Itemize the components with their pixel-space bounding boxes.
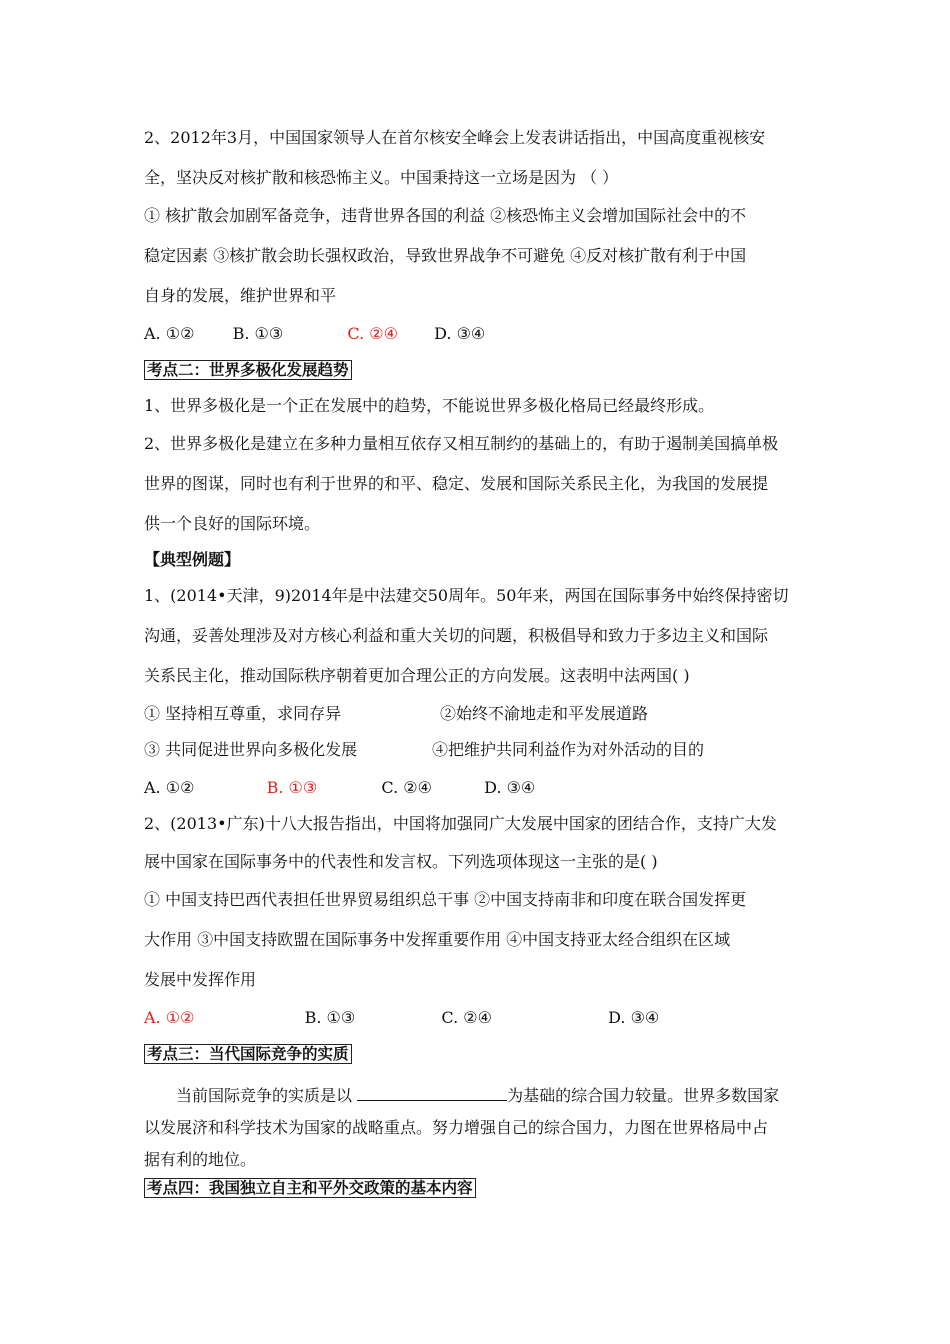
choice-d: D. ③④ [608,1008,660,1027]
section3-line1 [176,1086,779,1106]
section4-heading-wrap [144,1178,476,1198]
example2-options-line3: 发展中发挥作用 [144,970,257,989]
section2-heading-wrap [144,360,352,380]
example1-option3: ③ 共同促进世界向多极化发展 [144,740,358,759]
section2-point1: 1、世界多极化是一个正在发展中的趋势，不能说世界多极化格局已经最终形成。 [144,396,715,415]
section3-line1-suffix: 为基础的综合国力较量。世界多数国家 [507,1086,780,1105]
example1-line2: 沟通，妥善处理涉及对方核心利益和重大关切的问题，积极倡导和致力于多边主义和国际 [144,626,769,645]
q2-top-line2: 全，坚决反对核扩散和核恐怖主义。中国秉持这一立场是因为 （ ） [144,168,619,187]
example1-line1: 1、(2014•天津，9)2014年是中法建交50周年。50年来，两国在国际事务中始终保持密切 [144,586,789,605]
section2-point2-line3: 供一个良好的国际环境。 [144,514,321,533]
example1-option4: ④把维护共同利益作为对外活动的目的 [432,740,705,759]
choice-c: C. ②④ [441,1008,492,1027]
example1-line3: 关系民主化，推动国际秩序朝着更加合理公正的方向发展。这表明中法两国( ) [144,666,690,685]
fill-in-blank[interactable] [357,1086,507,1101]
q2-top-options-line2: 稳定因素 ③核扩散会助长强权政治，导致世界战争不可避免 ④反对核扩散有利于中国 [144,246,747,265]
q2-top-options-line3: 自身的发展，维护世界和平 [144,286,337,305]
q2-top-line1: 2、2012年3月，中国国家领导人在首尔核安全峰会上发表讲话指出，中国高度重视核安 [144,128,766,147]
choice-d: D. ③④ [434,324,486,343]
choice-a: A. ①② [144,324,195,343]
choice-a: A. ①② [144,778,195,797]
examples-heading: 【典型例题】 [144,550,241,569]
choice-b-correct: B. ①③ [266,778,318,797]
section3-line3: 据有利的地位。 [144,1150,257,1169]
example1-answer-choices [144,778,535,798]
choice-c-correct: C. ②④ [347,324,398,343]
example2-line1: 2、(2013•广东)十八大报告指出，中国将加强同广大发展中国家的团结合作，支持广大发 [144,814,777,833]
choice-b: B. ①③ [232,324,284,343]
section3-heading: 考点三：当代国际竞争的实质 [144,1044,352,1064]
choice-b: B. ①③ [304,1008,356,1027]
section3-line2: 以发展济和科学技术为国家的战略重点。努力增强自己的综合国力，力图在世界格局中占 [144,1118,769,1137]
example2-answer-choices [144,1008,659,1028]
choice-c: C. ②④ [381,778,432,797]
example2-line2: 展中国家在国际事务中的代表性和发言权。下列选项体现这一主张的是( ) [144,852,658,871]
section2-point2-line1: 2、世界多极化是建立在多种力量相互依存又相互制约的基础上的，有助于遏制美国搞单极 [144,434,779,453]
q2-top-options-line1: ① 核扩散会加剧军备竞争，违背世界各国的利益 ②核恐怖主义会增加国际社会中的不 [144,206,747,225]
choice-d: D. ③④ [484,778,536,797]
example1-options-row2 [144,740,704,760]
section3-heading-wrap [144,1044,352,1064]
q2-top-answer-choices [144,324,485,344]
example1-option1: ① 坚持相互尊重，求同存异 [144,704,342,723]
section4-heading: 考点四：我国独立自主和平外交政策的基本内容 [144,1178,476,1198]
example1-option2: ②始终不渝地走和平发展道路 [440,704,649,723]
example2-options-line2: 大作用 ③中国支持欧盟在国际事务中发挥重要作用 ④中国支持亚太经合组织在区域 [144,930,731,949]
section2-point2-line2: 世界的图谋，同时也有利于世界的和平、稳定、发展和国际关系民主化，为我国的发展提 [144,474,769,493]
choice-a-correct: A. ①② [144,1008,195,1027]
section3-line1-prefix: 当前国际竞争的实质是以 [176,1086,358,1105]
example1-options-row1 [144,704,648,724]
example2-options-line1: ① 中国支持巴西代表担任世界贸易组织总干事 ②中国支持南非和印度在联合国发挥更 [144,890,747,909]
section2-heading: 考点二：世界多极化发展趋势 [144,360,352,380]
